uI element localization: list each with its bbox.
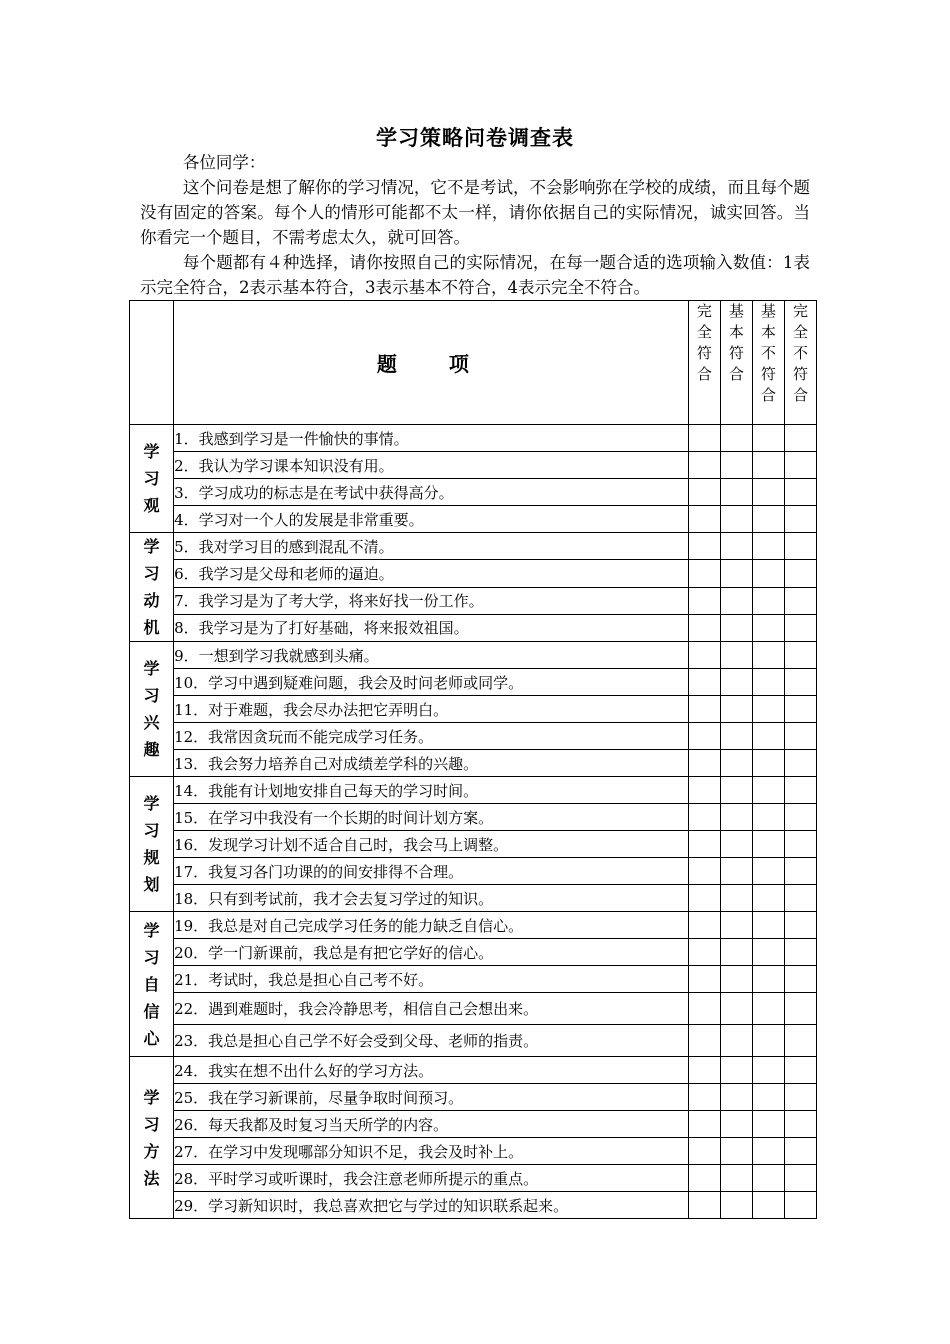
option-header-3 <box>752 301 784 425</box>
answer-cell-option-2[interactable] <box>720 750 752 777</box>
answer-cell-option-4[interactable] <box>784 506 816 533</box>
table-row <box>130 750 817 777</box>
answer-cell-option-3[interactable] <box>752 750 784 777</box>
question-item: 14．我能有计划地安排自己每天的学习时间。 <box>174 777 689 804</box>
answer-cell-option-1[interactable] <box>688 885 720 912</box>
option-header-1 <box>688 301 720 425</box>
question-item: 18．只有到考试前，我才会去复习学过的知识。 <box>174 885 689 912</box>
answer-cell-option-4[interactable] <box>784 533 816 560</box>
table-row <box>130 669 817 696</box>
question-item: 5．我对学习目的感到混乱不清。 <box>174 533 689 560</box>
answer-cell-option-2[interactable] <box>720 912 752 939</box>
answer-cell-option-3[interactable] <box>752 1138 784 1165</box>
question-item: 19．我总是对自己完成学习任务的能力缺乏自信心。 <box>174 912 689 939</box>
answer-cell-option-2[interactable] <box>720 425 752 452</box>
question-item: 23．我总是担心自己学不好会受到父母、老师的指责。 <box>174 1025 689 1057</box>
answer-cell-option-4[interactable] <box>784 885 816 912</box>
answer-cell-option-3[interactable] <box>752 1111 784 1138</box>
answer-cell-option-1[interactable] <box>688 1084 720 1111</box>
answer-cell-option-2[interactable] <box>720 1192 752 1219</box>
answer-cell-option-4[interactable] <box>784 750 816 777</box>
answer-cell-option-3[interactable] <box>752 777 784 804</box>
answer-cell-option-1[interactable] <box>688 533 720 560</box>
table-row <box>130 425 817 452</box>
answer-cell-option-2[interactable] <box>720 479 752 506</box>
answer-cell-option-1[interactable] <box>688 614 720 641</box>
table-row <box>130 777 817 804</box>
answer-cell-option-2[interactable] <box>720 939 752 966</box>
answer-cell-option-1[interactable] <box>688 560 720 587</box>
category-cell <box>130 1057 174 1219</box>
option-header-label: 完全符合 <box>696 302 712 383</box>
question-item: 1．我感到学习是一件愉快的事情。 <box>174 425 689 452</box>
answer-cell-option-3[interactable] <box>752 452 784 479</box>
answer-cell-option-3[interactable] <box>752 669 784 696</box>
question-item: 10．学习中遇到疑难问题，我会及时问老师或同学。 <box>174 669 689 696</box>
answer-cell-option-1[interactable] <box>688 912 720 939</box>
answer-cell-option-3[interactable] <box>752 912 784 939</box>
table-row <box>130 479 817 506</box>
answer-cell-option-3[interactable] <box>752 587 784 614</box>
answer-cell-option-4[interactable] <box>784 696 816 723</box>
category-label: 学习动机 <box>143 537 160 637</box>
table-row <box>130 533 817 560</box>
option-header-label: 基本符合 <box>728 302 744 383</box>
answer-cell-option-4[interactable] <box>784 1192 816 1219</box>
table-header-row <box>130 301 817 425</box>
questionnaire-table <box>129 300 817 1219</box>
answer-cell-option-4[interactable] <box>784 425 816 452</box>
answer-cell-option-4[interactable] <box>784 642 816 669</box>
table-row <box>130 993 817 1025</box>
category-label: 学习观 <box>143 442 160 515</box>
answer-cell-option-3[interactable] <box>752 533 784 560</box>
table-body <box>130 425 817 1219</box>
answer-cell-option-1[interactable] <box>688 1138 720 1165</box>
question-item: 22．遇到难题时，我会冷静思考，相信自己会想出来。 <box>174 993 689 1025</box>
question-item: 28．平时学习或听课时，我会注意老师所提示的重点。 <box>174 1165 689 1192</box>
category-label: 学习规划 <box>143 794 160 894</box>
answer-cell-option-3[interactable] <box>752 858 784 885</box>
intro-section <box>140 150 810 300</box>
answer-cell-option-4[interactable] <box>784 804 816 831</box>
table-row <box>130 506 817 533</box>
question-item: 16．发现学习计划不适合自己时，我会马上调整。 <box>174 831 689 858</box>
answer-cell-option-1[interactable] <box>688 966 720 993</box>
question-item: 27．在学习中发现哪部分知识不足，我会及时补上。 <box>174 1138 689 1165</box>
answer-cell-option-1[interactable] <box>688 831 720 858</box>
answer-cell-option-2[interactable] <box>720 1057 752 1084</box>
answer-cell-option-3[interactable] <box>752 1192 784 1219</box>
answer-cell-option-4[interactable] <box>784 1165 816 1192</box>
answer-cell-option-4[interactable] <box>784 912 816 939</box>
answer-cell-option-2[interactable] <box>720 966 752 993</box>
table-row <box>130 831 817 858</box>
question-item: 7．我学习是为了考大学，将来好找一份工作。 <box>174 587 689 614</box>
answer-cell-option-2[interactable] <box>720 642 752 669</box>
answer-cell-option-4[interactable] <box>784 777 816 804</box>
answer-cell-option-3[interactable] <box>752 939 784 966</box>
answer-cell-option-2[interactable] <box>720 506 752 533</box>
answer-cell-option-1[interactable] <box>688 587 720 614</box>
answer-cell-option-2[interactable] <box>720 885 752 912</box>
answer-cell-option-2[interactable] <box>720 1165 752 1192</box>
question-item: 3．学习成功的标志是在考试中获得高分。 <box>174 479 689 506</box>
answer-cell-option-4[interactable] <box>784 587 816 614</box>
table-row <box>130 858 817 885</box>
table-row <box>130 614 817 641</box>
answer-cell-option-2[interactable] <box>720 696 752 723</box>
answer-cell-option-3[interactable] <box>752 885 784 912</box>
table-row <box>130 1138 817 1165</box>
table-row <box>130 452 817 479</box>
answer-cell-option-2[interactable] <box>720 723 752 750</box>
category-label: 学习方法 <box>143 1087 160 1188</box>
answer-cell-option-1[interactable] <box>688 425 720 452</box>
answer-cell-option-2[interactable] <box>720 993 752 1025</box>
answer-cell-option-2[interactable] <box>720 587 752 614</box>
table-row <box>130 939 817 966</box>
answer-cell-option-1[interactable] <box>688 1192 720 1219</box>
question-item: 25．我在学习新课前，尽量争取时间预习。 <box>174 1084 689 1111</box>
answer-cell-option-1[interactable] <box>688 993 720 1025</box>
answer-cell-option-2[interactable] <box>720 452 752 479</box>
option-header-label: 基本不符合 <box>760 302 776 404</box>
answer-cell-option-1[interactable] <box>688 1025 720 1057</box>
question-item: 20．学一门新课前，我总是有把它学好的信心。 <box>174 939 689 966</box>
option-header-4 <box>784 301 816 425</box>
answer-cell-option-2[interactable] <box>720 1025 752 1057</box>
answer-cell-option-1[interactable] <box>688 750 720 777</box>
answer-cell-option-1[interactable] <box>688 804 720 831</box>
answer-cell-option-4[interactable] <box>784 858 816 885</box>
answer-cell-option-2[interactable] <box>720 1111 752 1138</box>
answer-cell-option-1[interactable] <box>688 858 720 885</box>
intro-paragraph-1: 这个问卷是想了解你的学习情况，它不是考试，不会影响弥在学校的成绩，而且每个题没有固定的答案。每个人的情形可能都不太一样，请你依据自己的实际情况，诚实回答。当你看完一个题目，不需考虑太久，就可回答。 <box>140 178 810 247</box>
answer-cell-option-3[interactable] <box>752 479 784 506</box>
answer-cell-option-1[interactable] <box>688 479 720 506</box>
answer-cell-option-4[interactable] <box>784 1025 816 1057</box>
answer-cell-option-3[interactable] <box>752 804 784 831</box>
answer-cell-option-4[interactable] <box>784 966 816 993</box>
table-row <box>130 1025 817 1057</box>
answer-cell-option-4[interactable] <box>784 452 816 479</box>
answer-cell-option-4[interactable] <box>784 831 816 858</box>
table-row <box>130 804 817 831</box>
answer-cell-option-1[interactable] <box>688 939 720 966</box>
answer-cell-option-4[interactable] <box>784 560 816 587</box>
answer-cell-option-1[interactable] <box>688 696 720 723</box>
answer-cell-option-4[interactable] <box>784 1138 816 1165</box>
question-item: 17．我复习各门功课的的间安排得不合理。 <box>174 858 689 885</box>
answer-cell-option-1[interactable] <box>688 777 720 804</box>
category-cell <box>130 912 174 1057</box>
table-row <box>130 912 817 939</box>
answer-cell-option-4[interactable] <box>784 479 816 506</box>
answer-cell-option-2[interactable] <box>720 669 752 696</box>
category-cell <box>130 777 174 912</box>
answer-cell-option-2[interactable] <box>720 777 752 804</box>
question-item: 15．在学习中我没有一个长期的时间计划方案。 <box>174 804 689 831</box>
answer-cell-option-4[interactable] <box>784 614 816 641</box>
table-row <box>130 587 817 614</box>
answer-cell-option-3[interactable] <box>752 1057 784 1084</box>
answer-cell-option-1[interactable] <box>688 506 720 533</box>
answer-cell-option-2[interactable] <box>720 533 752 560</box>
answer-cell-option-2[interactable] <box>720 1084 752 1111</box>
answer-cell-option-3[interactable] <box>752 966 784 993</box>
question-item: 8．我学习是为了打好基础，将来报效祖国。 <box>174 614 689 641</box>
answer-cell-option-1[interactable] <box>688 1165 720 1192</box>
answer-cell-option-4[interactable] <box>784 1111 816 1138</box>
answer-cell-option-1[interactable] <box>688 642 720 669</box>
question-item: 29．学习新知识时，我总喜欢把它与学过的知识联系起来。 <box>174 1192 689 1219</box>
header-blank-cell <box>130 301 174 425</box>
answer-cell-option-1[interactable] <box>688 452 720 479</box>
answer-cell-option-2[interactable] <box>720 858 752 885</box>
answer-cell-option-3[interactable] <box>752 696 784 723</box>
answer-cell-option-3[interactable] <box>752 993 784 1025</box>
answer-cell-option-4[interactable] <box>784 939 816 966</box>
answer-cell-option-2[interactable] <box>720 614 752 641</box>
table-row <box>130 560 817 587</box>
answer-cell-option-3[interactable] <box>752 560 784 587</box>
option-header-label: 完全不符合 <box>792 302 808 404</box>
answer-cell-option-3[interactable] <box>752 1025 784 1057</box>
question-item: 2．我认为学习课本知识没有用。 <box>174 452 689 479</box>
question-item: 26．每天我都及时复习当天所学的内容。 <box>174 1111 689 1138</box>
table-row <box>130 885 817 912</box>
table-row <box>130 1192 817 1219</box>
question-item: 4．学习对一个人的发展是非常重要。 <box>174 506 689 533</box>
answer-cell-option-4[interactable] <box>784 1057 816 1084</box>
answer-cell-option-3[interactable] <box>752 831 784 858</box>
category-cell <box>130 425 174 533</box>
question-item: 6．我学习是父母和老师的逼迫。 <box>174 560 689 587</box>
answer-cell-option-4[interactable] <box>784 669 816 696</box>
table-row <box>130 723 817 750</box>
answer-cell-option-1[interactable] <box>688 669 720 696</box>
answer-cell-option-3[interactable] <box>752 1165 784 1192</box>
answer-cell-option-2[interactable] <box>720 1138 752 1165</box>
answer-cell-option-4[interactable] <box>784 993 816 1025</box>
answer-cell-option-1[interactable] <box>688 1057 720 1084</box>
category-label: 学习自信心 <box>143 920 160 1048</box>
answer-cell-option-3[interactable] <box>752 723 784 750</box>
answer-cell-option-3[interactable] <box>752 614 784 641</box>
table-row <box>130 696 817 723</box>
intro-paragraph-2: 每个题都有４种选择，请你按照自己的实际情况，在每一题合适的选项输入数值：1表示完全符合，2表示基本符合，3表示基本不符合，4表示完全不符合。 <box>140 253 810 297</box>
table-row <box>130 642 817 669</box>
question-item: 21．考试时，我总是担心自己考不好。 <box>174 966 689 993</box>
question-item: 12．我常因贪玩而不能完成学习任务。 <box>174 723 689 750</box>
greeting: 各位同学： <box>182 153 266 172</box>
question-item: 13．我会努力培养自己对成绩差学科的兴趣。 <box>174 750 689 777</box>
table-row <box>130 1165 817 1192</box>
table-row <box>130 966 817 993</box>
table-row <box>130 1057 817 1084</box>
category-label: 学习兴趣 <box>143 659 160 759</box>
item-header: 题 项 <box>174 301 689 425</box>
question-item: 24．我实在想不出什么好的学习方法。 <box>174 1057 689 1084</box>
category-cell <box>130 533 174 642</box>
answer-cell-option-1[interactable] <box>688 1111 720 1138</box>
question-item: 9．一想到学习我就感到头痛。 <box>174 642 689 669</box>
answer-cell-option-3[interactable] <box>752 1084 784 1111</box>
question-item: 11．对于难题，我会尽办法把它弄明白。 <box>174 696 689 723</box>
answer-cell-option-2[interactable] <box>720 831 752 858</box>
document-title: 学习策略问卷调查表 <box>376 126 574 150</box>
answer-cell-option-3[interactable] <box>752 642 784 669</box>
answer-cell-option-4[interactable] <box>784 723 816 750</box>
option-header-2 <box>720 301 752 425</box>
answer-cell-option-3[interactable] <box>752 425 784 452</box>
answer-cell-option-3[interactable] <box>752 506 784 533</box>
table-row <box>130 1111 817 1138</box>
answer-cell-option-4[interactable] <box>784 1084 816 1111</box>
answer-cell-option-2[interactable] <box>720 804 752 831</box>
answer-cell-option-1[interactable] <box>688 723 720 750</box>
table-row <box>130 1084 817 1111</box>
answer-cell-option-2[interactable] <box>720 560 752 587</box>
category-cell <box>130 642 174 777</box>
